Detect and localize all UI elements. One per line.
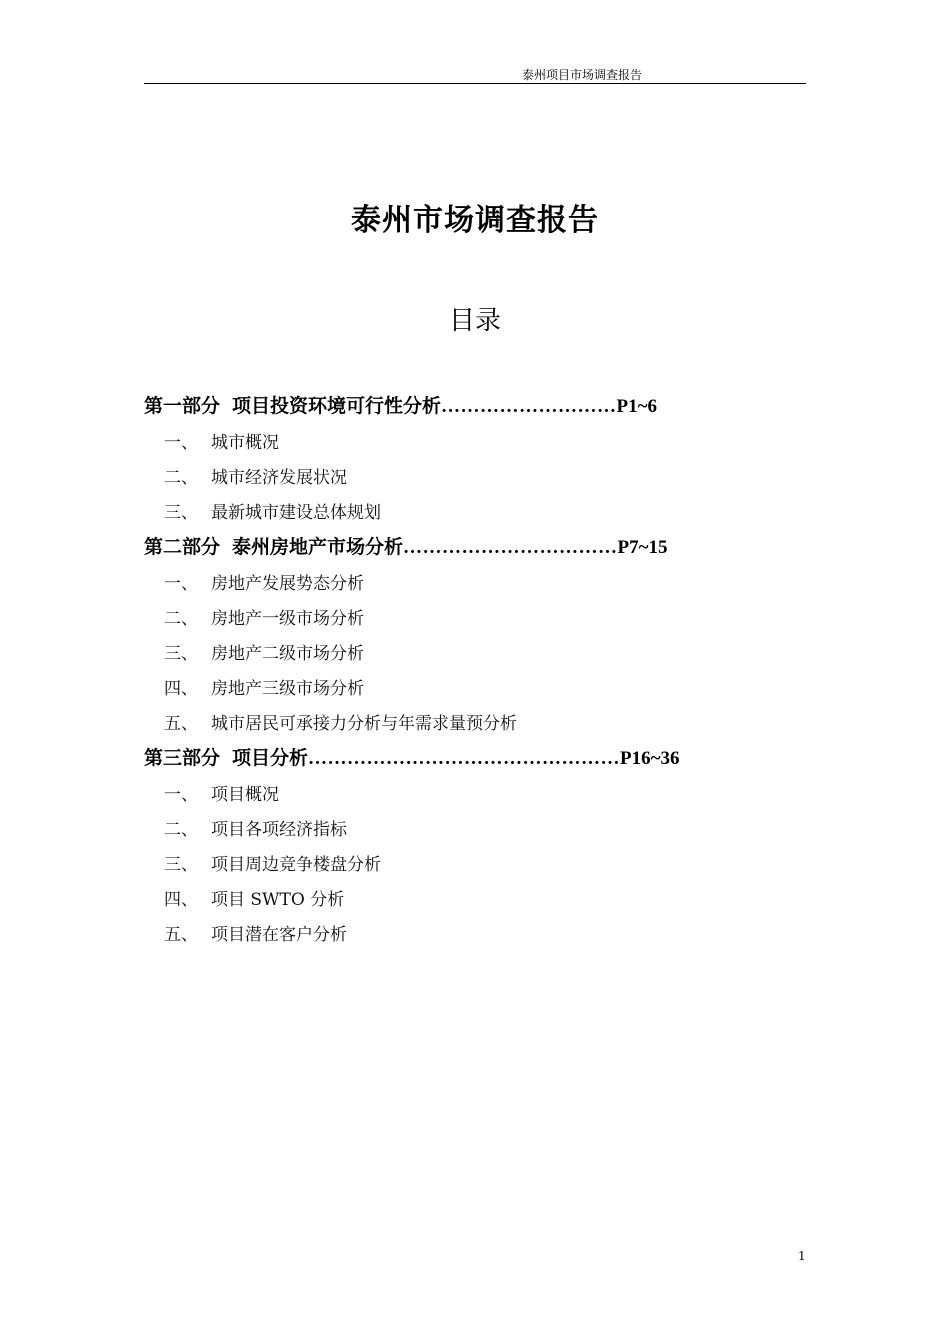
item-number: 五、	[164, 714, 198, 734]
running-header: 泰州项目市场调查报告	[522, 68, 643, 82]
toc-part-2[interactable]	[144, 531, 804, 567]
part-page-range: P16~36	[620, 748, 680, 769]
toc-part-1[interactable]	[144, 390, 804, 426]
toc-item[interactable]	[144, 496, 804, 531]
part-leader-dots: ……………………………	[403, 537, 618, 558]
part-title: 项目分析	[232, 747, 309, 769]
item-text: 城市概况	[211, 433, 279, 453]
part-leader-dots: …………………………………………	[308, 748, 621, 769]
item-number: 四、	[164, 890, 198, 910]
item-number: 一、	[164, 433, 198, 453]
item-text: 房地产一级市场分析	[211, 609, 364, 629]
table-of-contents	[144, 390, 804, 953]
item-text: 项目周边竞争楼盘分析	[211, 855, 381, 875]
toc-item[interactable]	[144, 672, 804, 707]
page-number: 1	[798, 1249, 806, 1263]
toc-item[interactable]	[144, 602, 804, 637]
toc-item[interactable]	[144, 637, 804, 672]
toc-item[interactable]	[144, 707, 804, 742]
item-text: 项目概况	[211, 785, 279, 805]
part-label: 第一部分	[144, 395, 221, 417]
item-text: 项目 SWTO 分析	[211, 890, 345, 910]
item-number: 三、	[164, 855, 198, 875]
toc-item[interactable]	[144, 567, 804, 602]
part-leader-dots: ………………………	[441, 396, 617, 417]
document-title: 泰州市场调查报告	[351, 203, 599, 238]
toc-item[interactable]	[144, 918, 804, 953]
part-label: 第二部分	[144, 536, 221, 558]
part-title: 项目投资环境可行性分析	[232, 395, 442, 417]
item-number: 五、	[164, 925, 198, 945]
item-number: 一、	[164, 574, 198, 594]
item-text: 房地产二级市场分析	[211, 644, 364, 664]
item-number: 二、	[164, 820, 198, 840]
item-text: 项目潜在客户分析	[211, 925, 347, 945]
toc-item[interactable]	[144, 813, 804, 848]
item-number: 二、	[164, 609, 198, 629]
toc-part-3[interactable]	[144, 742, 804, 778]
item-text: 房地产发展势态分析	[211, 574, 364, 594]
item-number: 三、	[164, 644, 198, 664]
toc-item[interactable]	[144, 778, 804, 813]
part-title: 泰州房地产市场分析	[232, 536, 404, 558]
header-divider	[144, 83, 806, 84]
item-text: 最新城市建设总体规划	[211, 503, 381, 523]
toc-item[interactable]	[144, 461, 804, 496]
item-number: 二、	[164, 468, 198, 488]
toc-heading: 目录	[448, 306, 501, 336]
part-page-range: P1~6	[616, 396, 658, 417]
item-number: 四、	[164, 679, 198, 699]
item-text: 项目各项经济指标	[211, 820, 347, 840]
item-number: 三、	[164, 503, 198, 523]
item-text: 城市经济发展状况	[211, 468, 347, 488]
toc-item[interactable]	[144, 883, 804, 918]
toc-item[interactable]	[144, 426, 804, 461]
part-label: 第三部分	[144, 747, 221, 769]
part-page-range: P7~15	[617, 537, 668, 558]
toc-item[interactable]	[144, 848, 804, 883]
item-number: 一、	[164, 785, 198, 805]
item-text: 房地产三级市场分析	[211, 679, 364, 699]
item-text: 城市居民可承接力分析与年需求量预分析	[211, 714, 517, 734]
